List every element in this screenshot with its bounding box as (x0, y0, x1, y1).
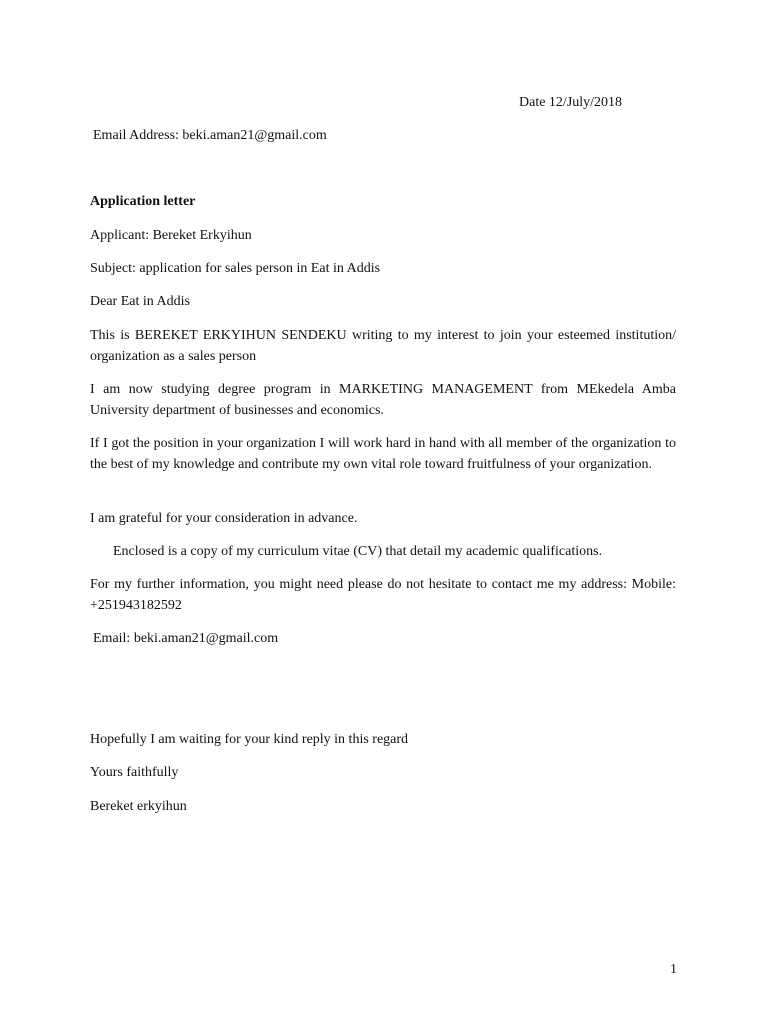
education-paragraph: I am now studying degree program in MARKETING MANAGEMENT from MEkedela Amba University department of businesses and economics. (90, 382, 676, 418)
email-address-header: Email Address: beki.aman21@gmail.com (93, 128, 327, 143)
subject-line: Subject: application for sales person in Eat in Addis (90, 261, 381, 276)
commitment-paragraph: If I got the position in your organization I will work hard in hand with all member of the organization to the best of my knowledge and contribute my own vital role toward fruitfulness of your organization. (90, 436, 676, 472)
contact-paragraph: For my further information, you might need please do not hesitate to contact me my address: Mobile: +251943182592 (90, 577, 676, 613)
letter-heading: Application letter (90, 194, 196, 209)
letter-date: Date 12/July/2018 (519, 95, 623, 110)
valediction: Yours faithfully (90, 765, 179, 780)
intro-paragraph: This is BEREKET ERKYIHUN SENDEKU writing to my interest to join your esteemed institution/ organization as a sales person (90, 328, 676, 364)
email-footer: Email: beki.aman21@gmail.com (93, 631, 279, 646)
gratitude-paragraph: I am grateful for your consideration in advance. (90, 511, 358, 526)
signature-name: Bereket erkyihun (90, 799, 187, 814)
closing-line: Hopefully I am waiting for your kind reply in this regard (90, 732, 409, 747)
enclosure-paragraph: Enclosed is a copy of my curriculum vitae (CV) that detail my academic qualifications. (113, 544, 603, 559)
page-number: 1 (670, 962, 677, 977)
greeting-line: Dear Eat in Addis (90, 294, 190, 309)
applicant-line: Applicant: Bereket Erkyihun (90, 228, 252, 243)
